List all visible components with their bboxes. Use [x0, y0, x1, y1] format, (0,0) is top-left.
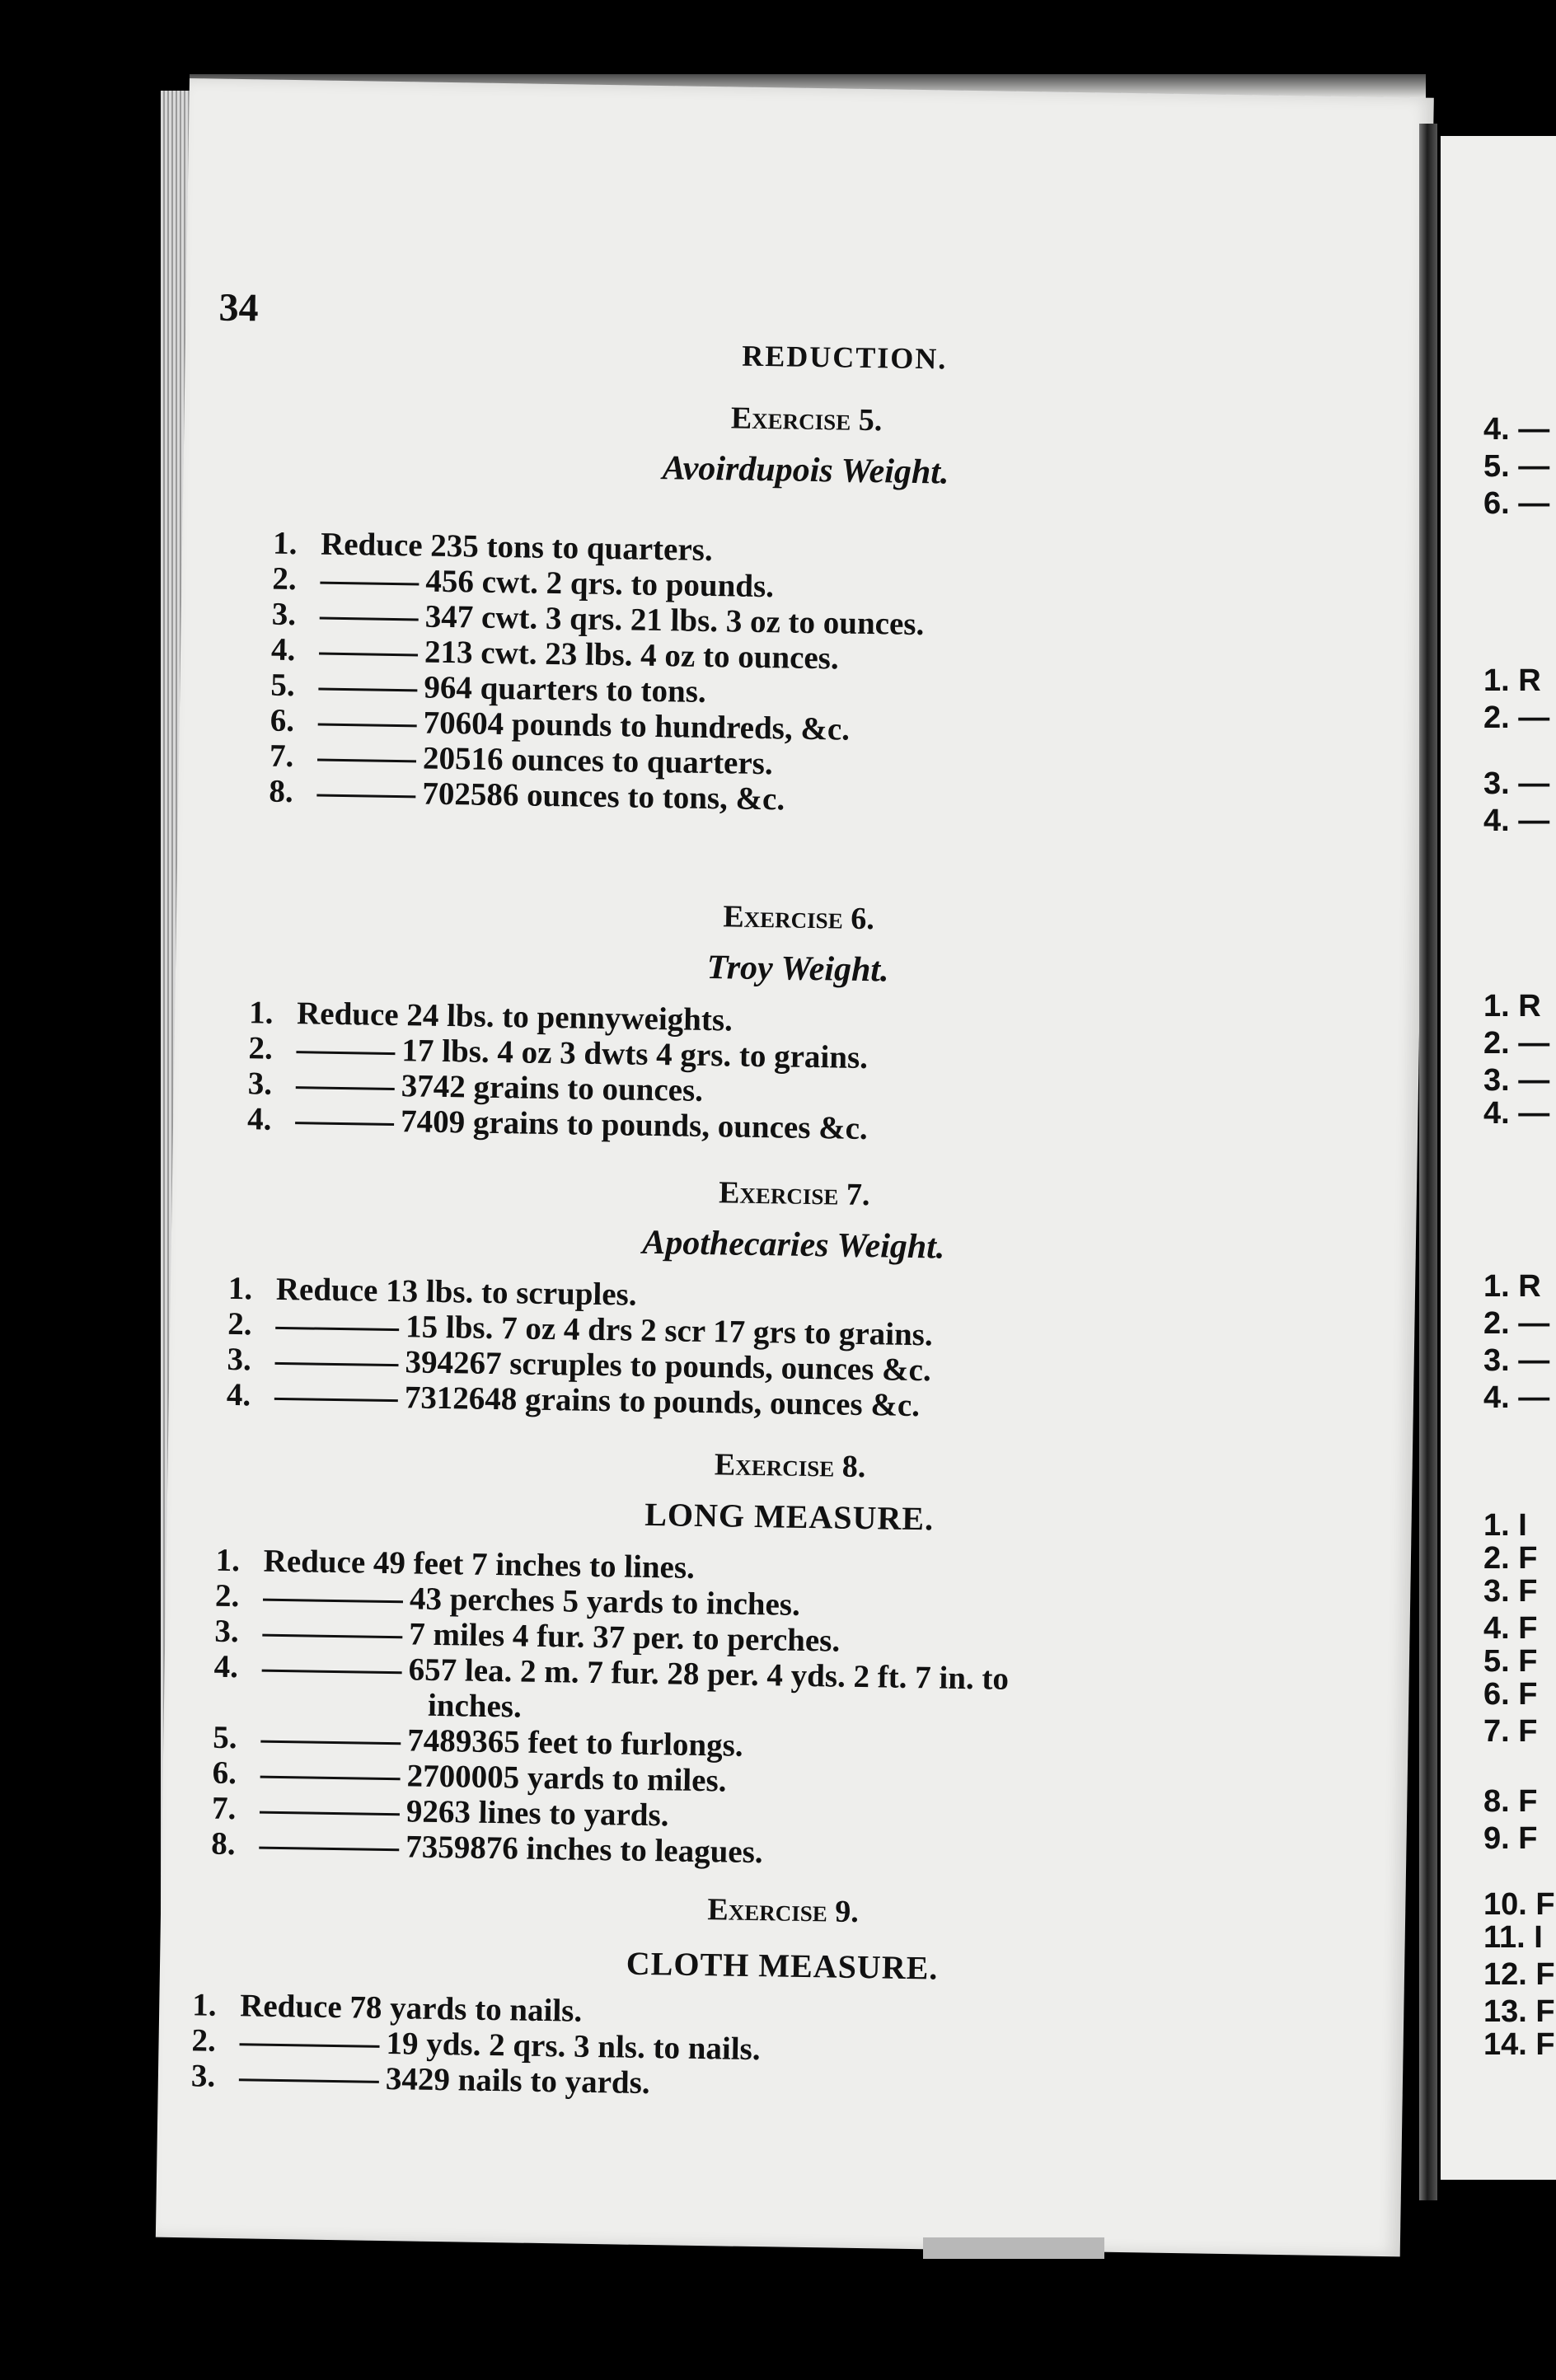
item-text: 394267 scruples to pounds, ounces &c. — [405, 1344, 931, 1389]
facing-page-line: 3. — — [1483, 1343, 1550, 1378]
item-number: 4. — [246, 1101, 272, 1137]
item-text: 213 cwt. 23 lbs. 4 oz to ounces. — [424, 634, 840, 677]
facing-page-line: 2. — — [1483, 1026, 1550, 1061]
item-number: 3. — [227, 1341, 252, 1378]
ditto-rule — [318, 687, 417, 691]
item-number: 5. — [270, 667, 296, 704]
item-text: 49 feet 7 inches to lines. — [373, 1544, 696, 1586]
facing-page-line: 5. F — [1483, 1644, 1538, 1679]
facing-page-line: 8. F — [1483, 1784, 1538, 1819]
exercise-item — [247, 1100, 868, 1147]
item-number: 4. — [226, 1376, 251, 1413]
item-number: 7. — [211, 1790, 237, 1827]
section-subtitle: Avoirdupois Weight. — [662, 449, 949, 492]
facing-page-line: 6. — — [1483, 486, 1550, 521]
facing-page-line: 4. — — [1483, 412, 1550, 447]
facing-page-line: 4. — — [1483, 1096, 1550, 1131]
page-tab — [923, 2237, 1104, 2259]
facing-page-line: 11. I — [1483, 1920, 1543, 1955]
item-text: 17 lbs. 4 oz 3 dwts 4 grs. to grains. — [401, 1033, 869, 1076]
exercise-item — [191, 2057, 650, 2101]
section-subtitle: CLOTH MEASURE. — [626, 1944, 939, 1987]
item-number: 3. — [271, 596, 297, 633]
item-text: 70604 pounds to hundreds, &c. — [423, 705, 851, 747]
item-text: 456 cwt. 2 qrs. to pounds. — [425, 563, 775, 605]
item-lead-word: Reduce — [239, 1988, 350, 2026]
item-number: 1. — [191, 1987, 217, 2023]
item-text: 2700005 yards to miles. — [406, 1758, 727, 1799]
item-number: 8. — [269, 773, 294, 810]
section-subtitle: Apothecaries Weight. — [641, 1223, 945, 1267]
item-text: 7409 grains to pounds, ounces &c. — [400, 1103, 869, 1147]
exercise-title: Exercise 9. — [707, 1892, 860, 1930]
item-text: 24 lbs. to pennyweights. — [406, 997, 733, 1038]
facing-page-line: 4. F — [1483, 1611, 1538, 1646]
item-text: 43 perches 5 yards to inches. — [409, 1581, 801, 1623]
item-number: 1. — [248, 995, 274, 1031]
item-number: 2. — [214, 1577, 240, 1614]
item-number: 2. — [227, 1305, 252, 1342]
exercise-item — [211, 1825, 763, 1872]
ditto-rule — [263, 1598, 403, 1603]
ditto-rule — [260, 1811, 400, 1815]
item-text: 19 yds. 2 qrs. 3 nls. to nails. — [386, 2026, 761, 2068]
facing-page-line: 1. R — [1483, 663, 1541, 698]
ditto-rule — [239, 2078, 379, 2083]
facing-page-line: 3. — — [1483, 766, 1550, 801]
item-number: 3. — [190, 2058, 216, 2094]
item-text: 235 tons to quarters. — [430, 527, 713, 569]
facing-page-line: 13. F — [1483, 1994, 1555, 2029]
ditto-rule — [316, 794, 415, 798]
item-text: 20516 ounces to quarters. — [422, 740, 774, 782]
facing-page-line: 2. — — [1483, 700, 1550, 735]
item-number: 4. — [270, 631, 296, 668]
ditto-rule — [275, 1326, 399, 1330]
item-lead-word: Reduce — [320, 526, 431, 564]
item-number: 1. — [227, 1270, 253, 1307]
ditto-rule — [259, 1846, 399, 1851]
facing-page-line: 3. — — [1483, 1063, 1550, 1098]
facing-page-line: 2. — — [1483, 1306, 1550, 1341]
item-text: 7312648 grains to pounds, ounces &c. — [404, 1380, 921, 1424]
ditto-rule — [317, 758, 416, 762]
facing-page-line: 7. F — [1483, 1714, 1538, 1749]
item-text: 964 quarters to tons. — [424, 669, 707, 710]
ditto-rule — [260, 1740, 401, 1745]
page-number: 34 — [218, 285, 260, 330]
item-text: 7 miles 4 fur. 37 per. to perches. — [409, 1616, 841, 1659]
book-page — [156, 78, 1434, 2256]
facing-page-line: 4. — — [1483, 803, 1550, 838]
item-number: 2. — [248, 1030, 274, 1066]
facing-page-line: 14. F — [1483, 2027, 1555, 2062]
item-text: 78 yards to nails. — [349, 1989, 583, 2029]
item-number: 2. — [191, 2022, 217, 2059]
ditto-rule — [274, 1397, 398, 1401]
facing-page-line: 5. — — [1483, 449, 1550, 484]
facing-page-line: 6. F — [1483, 1677, 1538, 1712]
exercise-title: Exercise 5. — [730, 401, 883, 438]
ditto-rule — [320, 581, 419, 585]
item-text: 347 cwt. 3 qrs. 21 lbs. 3 oz to ounces. — [424, 598, 925, 643]
facing-page-line: 4. — — [1483, 1380, 1550, 1415]
facing-page-line: 12. F — [1483, 1957, 1555, 1992]
item-number: 6. — [212, 1755, 237, 1792]
ditto-rule — [240, 2043, 380, 2048]
item-continuation: inches. — [427, 1687, 523, 1725]
exercise-item — [213, 1648, 1009, 1698]
facing-page-line: 1. I — [1483, 1508, 1527, 1543]
item-lead-word: Reduce — [263, 1543, 374, 1581]
ditto-rule — [260, 1775, 401, 1780]
item-text: 702586 ounces to tons, &c. — [422, 775, 785, 818]
ditto-rule — [319, 652, 418, 656]
ditto-rule — [296, 1086, 395, 1090]
facing-page-line: 3. F — [1483, 1574, 1538, 1609]
facing-page-line: 2. F — [1483, 1541, 1538, 1576]
item-number: 2. — [272, 560, 298, 597]
item-text: 657 lea. 2 m. 7 fur. 28 per. 4 yds. 2 ft. 7 in. to — [408, 1651, 1010, 1697]
item-text: 3742 grains to ounces. — [401, 1068, 704, 1108]
facing-page-line: 1. R — [1483, 989, 1541, 1024]
item-text: 13 lbs. to scruples. — [385, 1272, 637, 1313]
exercise-title: Exercise 7. — [718, 1175, 870, 1213]
item-text: 9263 lines to yards. — [405, 1793, 669, 1834]
section-subtitle: LONG MEASURE. — [644, 1495, 935, 1538]
item-number: 3. — [247, 1066, 273, 1102]
ditto-rule — [318, 723, 417, 727]
item-number: 1. — [215, 1542, 241, 1579]
item-text: 15 lbs. 7 oz 4 drs 2 scr 17 grs to grains. — [405, 1309, 934, 1353]
exercise-title: Exercise 6. — [723, 899, 875, 937]
ditto-rule — [320, 616, 419, 621]
ditto-rule — [275, 1361, 399, 1366]
item-number: 8. — [211, 1825, 236, 1862]
section-subtitle: Troy Weight. — [706, 948, 889, 990]
exercise-item — [269, 773, 785, 818]
item-number: 7. — [269, 738, 294, 775]
ditto-rule — [296, 1051, 395, 1055]
item-number: 1. — [272, 525, 298, 562]
item-text: 7359876 inches to leagues. — [405, 1829, 763, 1871]
ditto-rule — [262, 1669, 402, 1674]
item-number: 6. — [269, 702, 295, 739]
exercise-title: Exercise 8. — [714, 1447, 866, 1485]
facing-page-line: 9. F — [1483, 1821, 1538, 1856]
ditto-rule — [295, 1122, 394, 1126]
facing-page-line: 10. F — [1483, 1887, 1555, 1922]
item-lead-word: Reduce — [296, 996, 407, 1033]
book-gutter — [1419, 124, 1437, 2200]
running-title: REDUCTION. — [741, 339, 948, 376]
item-lead-word: Reduce — [275, 1271, 387, 1309]
item-text: 7489365 feet to furlongs. — [407, 1722, 743, 1764]
ditto-rule — [262, 1633, 402, 1638]
facing-page-line: 1. R — [1483, 1269, 1541, 1304]
item-number: 5. — [213, 1719, 237, 1756]
item-number: 3. — [214, 1613, 239, 1650]
item-number: 4. — [213, 1648, 239, 1685]
item-text: 3429 nails to yards. — [385, 2061, 650, 2101]
